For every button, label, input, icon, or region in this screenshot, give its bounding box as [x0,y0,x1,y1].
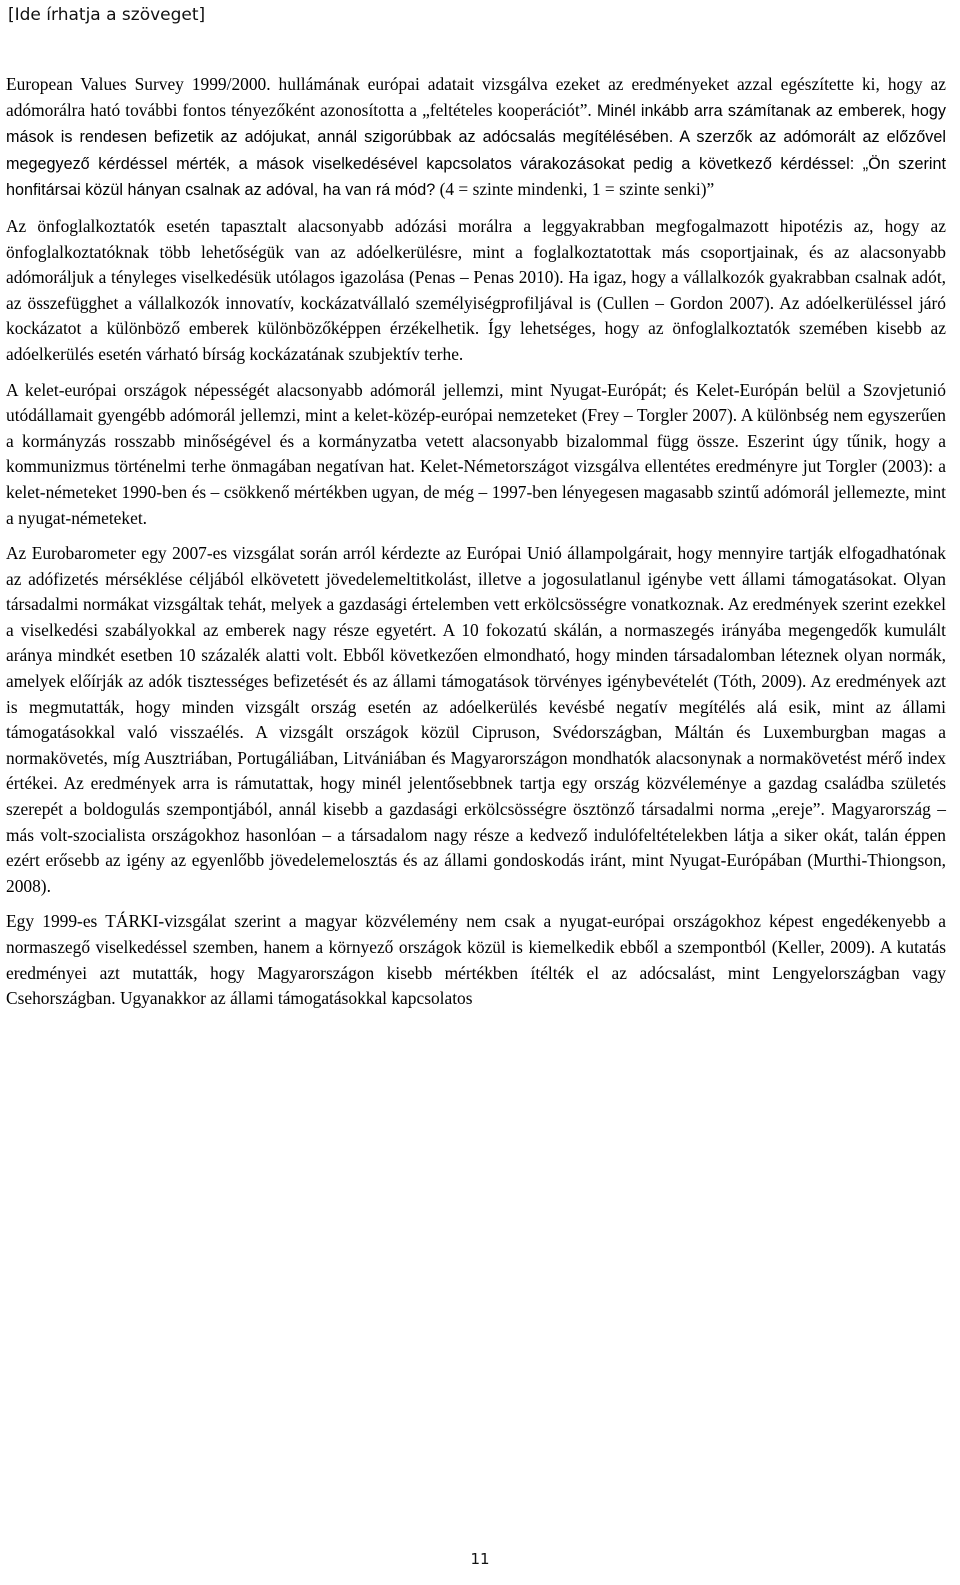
paragraph-1 [6,72,946,204]
header-placeholder[interactable]: [Ide írhatja a szöveget] [8,5,206,25]
paragraph-1-sans: Minél inkább arra számítanak az emberek, hogy mások is rendesen befizetik az adójukat, annál szigorúbbak az adócsalás megítélésében. A szerzők az adómorált az előzővel megegyező kérdéssel mérték, a mások viselkedésével kapcsolatos várakozásokat pedig a következő kérdéssel: „Ön szerint honfitársai közül hányan csalnak az adóval, ha van rá mód? [6,101,946,200]
paragraph-3: A kelet-európai országok népességét alacsonyabb adómorál jellemzi, mint Nyugat-Európát; és Kelet-Európán belül a Szovjetunió utódállamait gyengébb adómorál jellemzi, mint a kelet-közép-európai nemzeteket (Frey – Torgler 2007). A különbség nem egyszerűen a kormányzás rosszabb minőségével és a kormányzatba vetett alacsonyabb bizalommal függ össze. Eszerint úgy tűnik, hogy a kommunizmus történelmi terhe önmagában negatívan hat. Kelet-Németországot vizsgálva ellentétes eredményre jut Torgler (2003): a kelet-németeket 1990-ben és – csökkenő mértékben ugyan, de még – 1997-ben lényegesen magasabb szintű adómorál jellemezte, mint a nyugat-németeket. [6,379,946,528]
paragraph-2: Az önfoglalkoztatók esetén tapasztalt alacsonyabb adózási morálra a leggyakrabban megfogalmazott hipotézis az, hogy az önfoglalkoztatóknak több lehetőségük van az adóelkerülésre, mint a foglalkoztatottak más csoportjainak, és az alacsonyabb adómoráljuk a tényleges viselkedésük utólagos igazolása (Penas – Penas 2010). Ha igaz, hogy a vállalkozók gyakrabban csalnak adót, az összefügghet a vállalkozók innovatív, kockázatvállaló személyiségprofiljával is (Cullen – Gordon 2007). Az adóelkerüléssel járó kockázatot a különböző emberek különbözőképpen érzékelhetik. Így lehetséges, hogy az önfoglalkoztatók szemében kisebb az adóelkerülés esetén várható bírság kockázatának szubjektív terhe. [6,215,946,364]
page-number: 11 [470,1550,490,1568]
paragraph-4: Az Eurobarometer egy 2007-es vizsgálat során arról kérdezte az Európai Unió állampolgárait, hogy mennyire tartják elfogadhatónak az adófizetés mérséklése céljából elkövetett jövedelemeltitkolást, illetve a jogosulatlanul igénybe vett állami támogatásokat. Olyan társadalmi normákat vizsgáltak tehát, melyek a gazdasági értelemben vett erkölcsösségre vonatkoznak. Az eredmények szerint ezekkel a viselkedési szabályokkal az emberek nagy része egyetért. A 10 fokozatú skálán, a normaszegés irányába megengedők kumulált aránya mindkét esetben 10 százalék alatti volt. Ebből következően elmondható, hogy minden társadalomban léteznek olyan normák, amelyek előírják az adók tisztességes befizetését és az állami támogatások törvényes igénybevételét (Tóth, 2009). Az eredmények azt is megmutatták, hogy minden vizsgált ország esetén az adóelkerülés kevésbé negatív megítélés alá esik, mint az állami támogatásokkal való visszaélés. A vizsgált országok közül Cipruson, Svédországban, Máltán és Luxemburgban magas a normakövetés, míg Ausztriában, Portugáliában, Litvániában és Magyarországon mondhatók alacsonynak a normakövetést mérő index értékei. Az eredmények arra is rámutattak, hogy minél jelentősebbnek tartja egy ország közvéleménye a gazdag családba születés szerepét a boldogulás szempontjából, annál kisebb a gazdasági erkölcsösségre ösztönző társadalmi norma „ereje”. Magyarország – más volt-szocialista országokhoz hasonlóan – a társadalom nagy része a kedvező indulófeltételekben látja a siker okát, talán éppen ezért erősebb az igény az egyenlőbb jövedelemelosztás és az állami gondoskodás iránt, mint Nyugat-Európában (Murthi-Thiongson, 2008). [6,543,946,896]
paragraph-5: Egy 1999-es TÁRKI-vizsgálat szerint a magyar közvélemény nem csak a nyugat-európai országokhoz képest engedékenyebb a normaszegő viselkedéssel szemben, hanem a környező országok közül is kiemelkedik ebből a szempontból (Keller, 2009). A kutatás eredményei azt mutatták, hogy Magyarországon kisebb mértékben ítélték el az adócsalást, mint Lengyelországban vagy Csehországban. Ugyanakkor az állami támogatásokkal kapcsolatos [6,911,946,1009]
paragraph-1-serif: European Values Survey 1999/2000. hullámának európai adatait vizsgálva ezeket az eredményeket azzal egészítette ki, hogy az adómorálra ható további fontos tényezőként azonosította a „feltételes kooperációt”. [6,74,946,120]
paragraph-1-tail: (4 = szinte mindenki, 1 = szinte senki)” [435,179,715,200]
body-text [6,72,946,1022]
